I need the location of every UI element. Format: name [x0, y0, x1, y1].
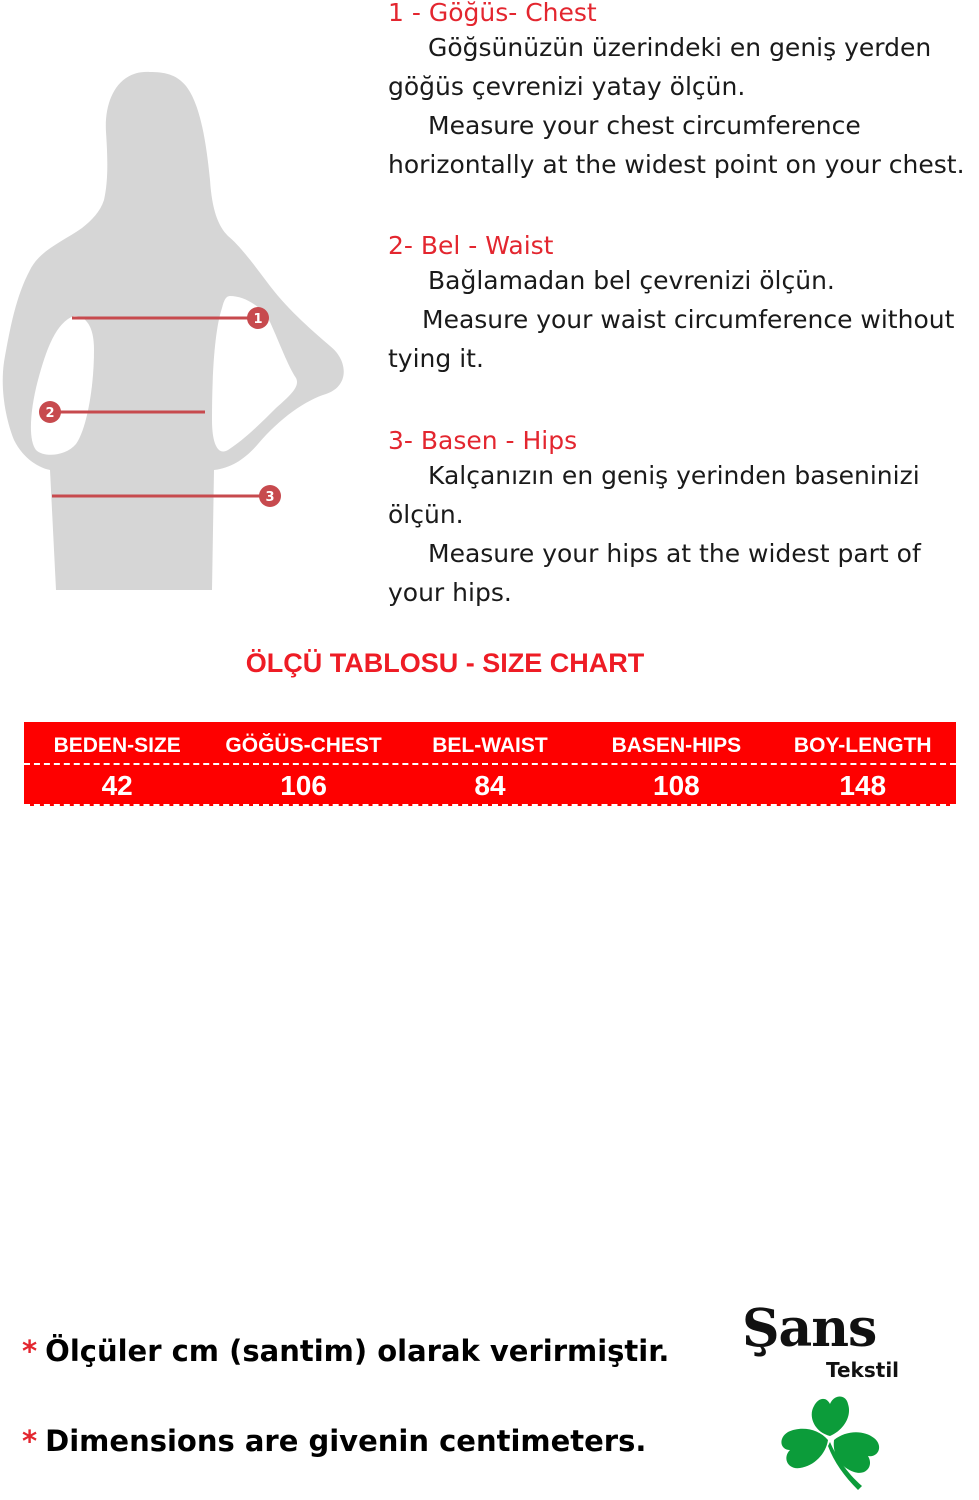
section-hips: [388, 426, 921, 612]
asterisk-icon: *: [22, 1424, 38, 1458]
note-text: Ölçüler cm (santim) olarak verirmiştir.: [45, 1334, 670, 1368]
cell-hips: 108: [653, 770, 700, 801]
instruction-line: Göğsünüzün üzerindeki en geniş yerden: [428, 33, 932, 62]
body-measurement-figure: [0, 60, 360, 600]
logo-name: Şans: [742, 1298, 877, 1359]
column-header-size: BEDEN-SIZE: [53, 734, 181, 757]
instruction-line: Measure your hips at the widest part of: [428, 539, 921, 568]
table-header-row: [24, 722, 956, 765]
size-table: [24, 722, 956, 806]
instruction-line: Measure your chest circumference: [428, 111, 861, 140]
section-chest: [388, 0, 965, 184]
svg-text:2: 2: [45, 406, 55, 421]
section-title: 3- Basen - Hips: [388, 426, 578, 455]
marker-2: [39, 401, 61, 423]
section-title: 2- Bel - Waist: [388, 231, 554, 260]
note-units-en: [22, 1424, 646, 1458]
instruction-line: your hips.: [388, 578, 512, 607]
instruction-line: Bağlamadan bel çevrenizi ölçün.: [428, 266, 835, 295]
instruction-line: horizontally at the widest point on your chest.: [388, 150, 965, 179]
column-header-chest: GÖĞÜS-CHEST: [225, 734, 382, 757]
instruction-line: ölçün.: [388, 500, 464, 529]
column-header-waist: BEL-WAIST: [432, 734, 548, 757]
instruction-line: tying it.: [388, 344, 484, 373]
column-header-length: BOY-LENGTH: [793, 734, 932, 757]
instruction-line: Measure your waist circumference without: [422, 305, 955, 334]
cell-size: 42: [101, 770, 133, 801]
svg-text:1: 1: [253, 312, 263, 327]
note-units-tr: [22, 1334, 669, 1368]
table-row: [24, 765, 956, 804]
asterisk-icon: *: [22, 1334, 38, 1368]
instruction-line: göğüs çevrenizi yatay ölçün.: [388, 72, 746, 101]
cell-length: 148: [839, 770, 887, 801]
cell-waist: 84: [474, 770, 506, 801]
note-text: Dimensions are givenin centimeters.: [45, 1424, 647, 1458]
svg-text:3: 3: [265, 490, 275, 505]
brand-logo: [738, 1298, 908, 1498]
body-silhouette: [3, 72, 344, 590]
instruction-line: Kalçanızın en geniş yerinden baseninizi: [428, 461, 920, 490]
marker-1: [247, 307, 269, 329]
column-header-hips: BASEN-HIPS: [611, 734, 742, 757]
clover-icon: [774, 1390, 892, 1494]
cell-chest: 106: [280, 770, 327, 801]
size-chart-title: ÖLÇÜ TABLOSU - SIZE CHART: [245, 648, 645, 678]
section-waist: [388, 231, 954, 378]
marker-3: [259, 485, 281, 507]
logo-subtitle: Tekstil: [826, 1358, 900, 1382]
section-title: 1 - Göğüs- Chest: [388, 0, 597, 27]
